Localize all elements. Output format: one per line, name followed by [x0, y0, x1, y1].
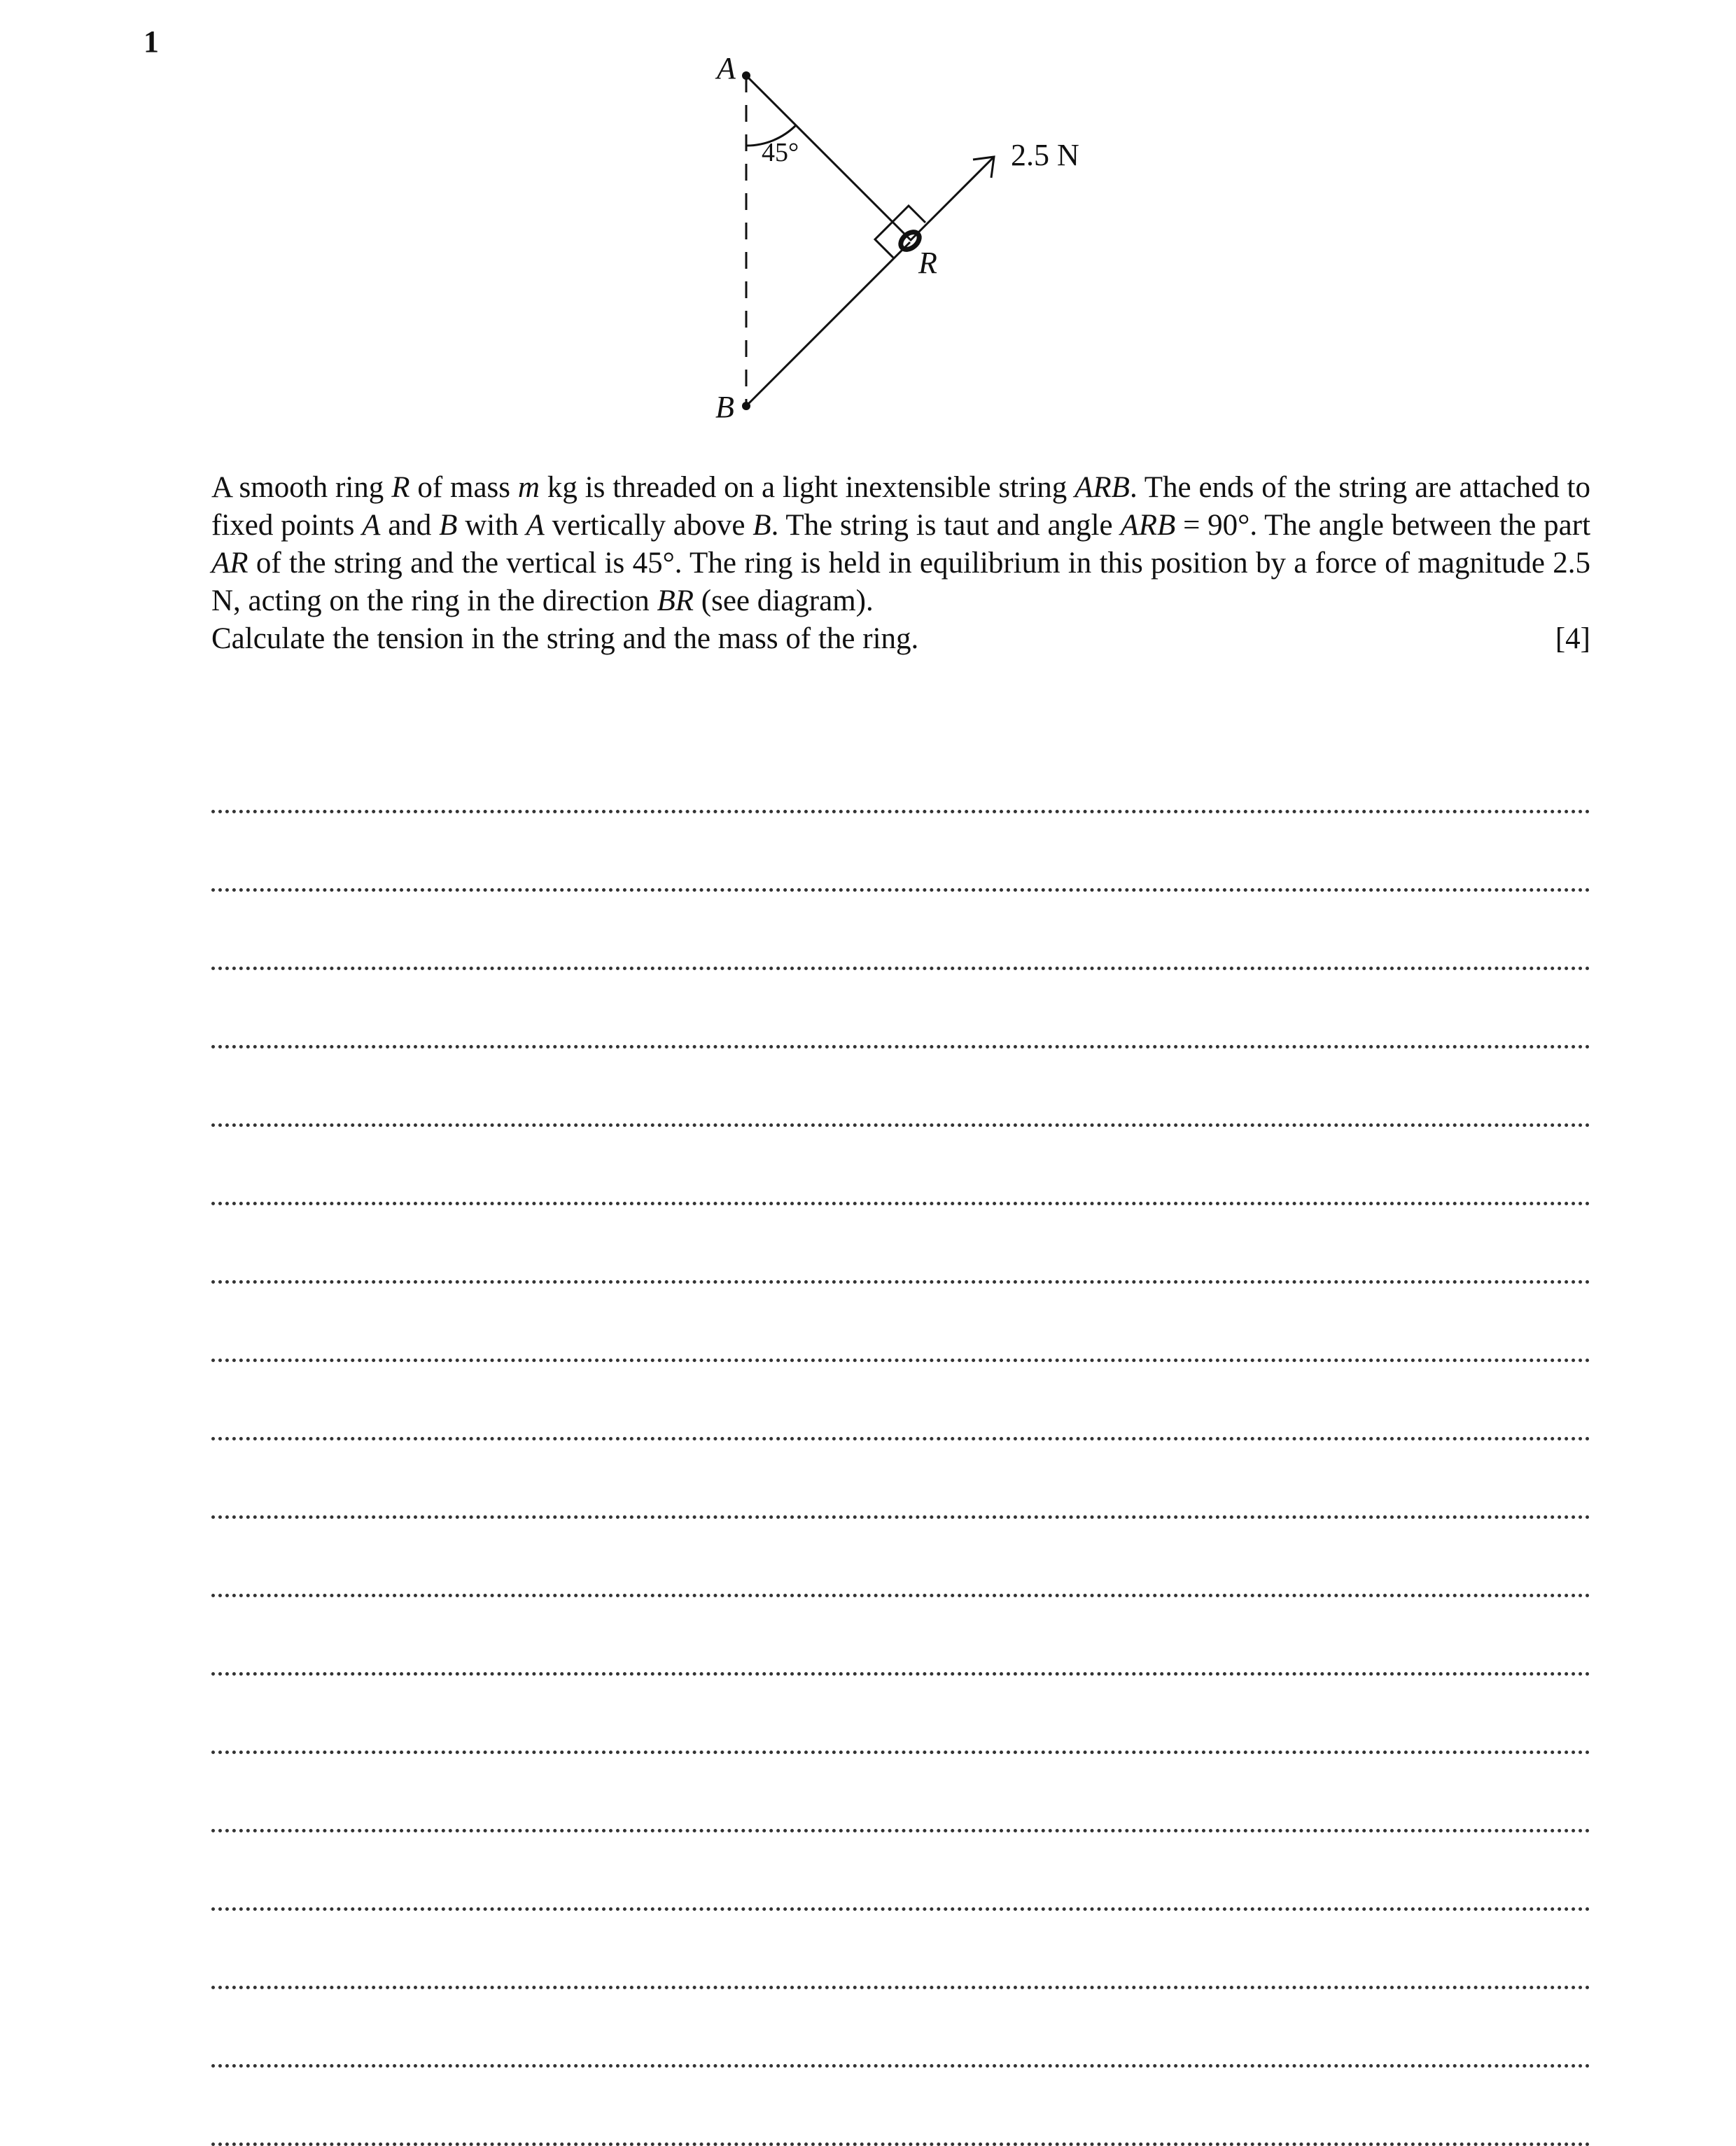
question-text [211, 469, 1590, 658]
answer-line[interactable] [211, 1597, 1590, 1676]
answer-line[interactable] [211, 735, 1590, 813]
answer-area[interactable] [211, 735, 1590, 2146]
label-b: B [715, 390, 734, 424]
answer-line[interactable] [211, 1989, 1590, 2068]
answer-line[interactable] [211, 970, 1590, 1049]
angle-label: 45° [762, 138, 799, 167]
answer-line[interactable] [211, 1284, 1590, 1362]
answer-line[interactable] [211, 1754, 1590, 1832]
force-line [910, 157, 994, 241]
answer-line[interactable] [211, 1049, 1590, 1127]
answer-line[interactable] [211, 1832, 1590, 1911]
answer-line[interactable] [211, 1911, 1590, 1989]
question-body: A smooth ring R of mass m kg is threaded on a light inextensible string ARB. The ends of the string are attached to fixed points A and B with A vertically above B. The string is taut and angle ARB = 90°. The angle between the part AR of the string and the vertical is 45°. The ring is held in equilibrium in this position by a force of magnitude 2.5 N, acting on the ring in the direction BR (see diagram). [211, 471, 1591, 617]
force-label: 2.5 N [1011, 138, 1079, 172]
force-diagram [672, 42, 1176, 434]
answer-line[interactable] [211, 1362, 1590, 1440]
answer-line[interactable] [211, 1519, 1590, 1597]
question-last-line [211, 620, 1590, 658]
string-br [746, 242, 910, 406]
answer-line[interactable] [211, 2068, 1590, 2146]
label-r: R [918, 246, 937, 280]
answer-line[interactable] [211, 892, 1590, 970]
label-a: A [717, 51, 736, 85]
answer-line[interactable] [211, 1205, 1590, 1284]
answer-line[interactable] [211, 1676, 1590, 1754]
answer-line[interactable] [211, 813, 1590, 892]
question-instruction: Calculate the tension in the string and the mass of the ring. [211, 622, 919, 655]
question-number: 1 [144, 24, 159, 59]
marks-label: [4] [1555, 622, 1590, 655]
answer-line[interactable] [211, 1440, 1590, 1519]
point-a [742, 71, 750, 80]
right-angle-marker [875, 223, 893, 258]
point-b [742, 402, 750, 410]
answer-line[interactable] [211, 1127, 1590, 1205]
